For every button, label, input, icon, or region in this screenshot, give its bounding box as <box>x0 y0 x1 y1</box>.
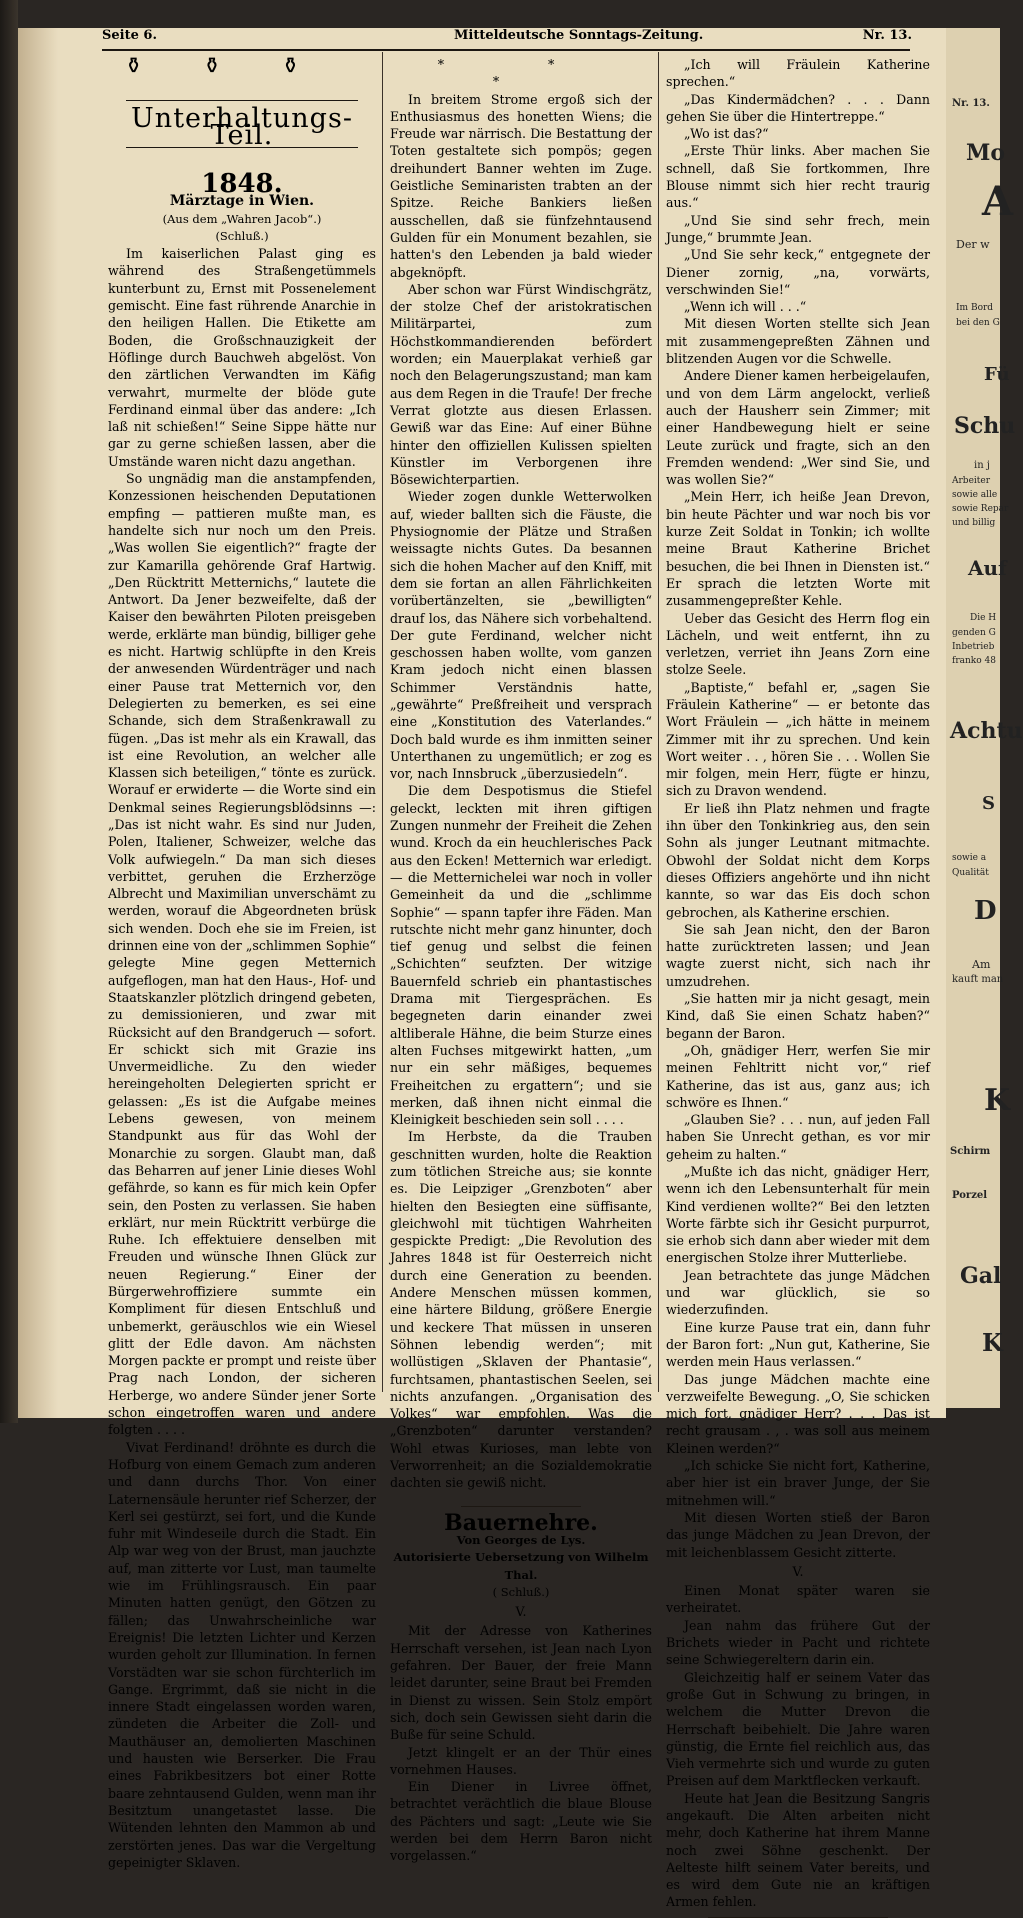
paragraph: „Und Sie sehr keck,“ entgegnete der Diener zornig, „na, vorwärts, verschwinden Sie!“ <box>666 247 930 297</box>
article-subtitle: Märztage in Wien. <box>169 193 315 210</box>
chapter-number: V. <box>792 1563 804 1579</box>
paragraph: „Ich schicke Sie nicht fort, Katherine, aber hier ist ein braver Junge, der Sie mitnehmen will.“ <box>666 1458 930 1508</box>
adjacent-page-text: bei den G <box>956 318 1000 328</box>
paragraph: Das junge Mädchen machte eine verzweifelte Bewegung. „O, Sie schicken mich fort, gnädiger Herr? . . . Das ist recht grausam . , . was soll aus meinem Kleinen werden?“ <box>666 1371 930 1456</box>
adjacent-page-text: sowie a <box>952 853 987 863</box>
article-title: 1848. <box>201 169 283 199</box>
header-rule <box>102 49 910 51</box>
paragraph: Im kaiserlichen Palast ging es während des Straßengetümmels kunterbunt zu, Ernst mit Possenelement gemischt. Eine fast rührende Anarchie in den heiligen Hallen. Die Etikette am Boden, die Großschnauzigkeit der Höflinge durch Bauchweh abgelöst. Von den zärtlichen Verwandten im Käfig verwahrt, murmelte der blöde gute Ferdinand einmal über das andere: „Ich laß nit schießen!“ Seine Sippe hätte nur gar zu gerne schießen lassen, aber die Umstände waren nicht dazu angethan. <box>108 246 376 469</box>
paragraph: „Glauben Sie? . . . nun, auf jeden Fall haben Sie Unrecht gethan, es vor mir geheim zu halten.“ <box>666 1112 930 1162</box>
paragraph: Mit der Adresse von Katherines Herrschaft versehen, ist Jean nach Lyon gefahren. Der Bauer, der freie Mann leidet darunter, seine Braut bei Fremden in Dienst zu wissen. Sein Stolz empört sich, doch sein Gewissen sieht darin die Buße für seine Schuld. <box>390 1623 652 1743</box>
adjacent-page-text: Auf <box>968 556 1007 580</box>
article-source: (Aus dem „Wahren Jacob“.) <box>162 211 322 226</box>
page-number: Seite 6. <box>102 28 157 43</box>
section-banner <box>108 56 376 174</box>
adjacent-page-text: in j <box>974 460 990 471</box>
paragraph: „Oh, gnädiger Herr, werfen Sie mir meinen Fehltritt nicht vor,“ rief Katherine, das ist aus, ganz aus; ich schwöre es Ihnen.“ <box>666 1042 930 1110</box>
adjacent-page-text: Gal <box>960 1263 1002 1289</box>
adjacent-page-text: und billig <box>952 518 996 528</box>
adjacent-page-text: K <box>984 1083 1011 1118</box>
paragraph: Einen Monat später waren sie verheiratet. <box>666 1583 930 1616</box>
paragraph: „Mußte ich das nicht, gnädiger Herr, wenn ich den Lebensunterhalt für mein Kind verdienen wollte?“ Bei den letzten Worte färbte sich ihr Gesicht purpurrot, sie erhob sich dann aber wieder mit dem energischen Stolze ihrer Mutterliebe. <box>666 1164 930 1266</box>
adjacent-page-text: sowie Repar <box>952 504 1009 514</box>
paragraph: Mit diesen Worten stieß der Baron das junge Mädchen zu Jean Drevon, der mit leichenblassem Gesicht zitterte. <box>666 1509 930 1560</box>
paragraph: Wieder zogen dunkle Wetterwolken auf, wieder ballten sich die Fäuste, die Physiognomie der Plätze und Straßen weissagte nichts Gutes. Da besannen sich die hohen Macher auf den Kniff, mit dem sie fortan an allen Fährlichkeiten vorübertänzelten, sie „bewilligten“ drauf los, das Nähere sich vorbehaltend. Der gute Ferdinand, welcher nicht geschossen haben wollte, vom ganzen Kram jedoch nicht einen blassen Schimmer Verständnis hatte, „gewährte“ Preßfreiheit und versprach eine „Konstitution des Vaterlandes.“ Doch bald wurde es ihm inmitten seiner Unterthanen zu ungemütlich; er zog es vor, nach Innsbruck „überzusiedeln“. <box>390 489 652 782</box>
newspaper-title: Mitteldeutsche Sonntags-Zeitung. <box>454 28 704 43</box>
paragraph: Vivat Ferdinand! dröhnte es durch die Hofburg von einem Gemach zum anderen und dann durchs Thor. Von einer Laternensäule herunter rief Scherzer, der Kerl sei gestürzt, sei fort, und die Kunde fuhr mit Windeseile durch die Stadt. Ein Alp war weg von der Brust, man jauchzte auf, man zitterte vor Lust, man taumelte wie im Frühlingsrausch. Ein paar Minuten hatten genügt, den Götzen zu fällen; das Unwahrscheinliche war Ereignis! Die letzten Lichter und Kerzen wurden geholt zur Illumination. In fernen Vorstädten war sie schon fürchterlich im Gange. Ergrimmt, daß sie nicht in die innere Stadt eingelassen worden waren, zündeten die Arbeiter die Zoll- und Mauthäuser an, demolierten Maschinen und hausten wie Berserker. Die Frau eines Fabrikbesitzers bot einer Rotte baare zehntausend Gulden, wenn man ihr Besitztum unangetastet lasse. Die Wütenden lehnten den Mammon ab und zerstörten jenes. Das war die Vergeltung gepeinigter Sklaven. <box>108 1439 376 1870</box>
paragraph: Im Herbste, da die Trauben geschnitten wurden, holte die Reaktion zum tötlichen Streiche aus; sie konnte es. Die Leipziger „Grenzboten“ aber hielten den Besiegten eine süffisante, gleichwohl mit tüchtigen Wahrheiten gespickte Predigt: „Die Revolution des Jahres 1848 ist für Oesterreich nicht durch eine Generation zu beenden. Andere Menschen müssen kommen, eine härtere Bildung, größere Energie und keckere That müssen in unseren Söhnen lebendig werden“; mit wollüstigen „Sklaven der Phantasie“, furchtsamen, phantastischen Seelen, sei nichts anzufangen. „Organisation des Volkes“ war empfohlen. Was die „Grenzboten“ darunter verstanden? Wohl etwas Kurioses, man lebte von Verworrenheit; an die Sozialdemokratie dachten sie gewiß nicht. <box>390 1129 652 1491</box>
paragraph: Aber schon war Fürst Windischgrätz, der stolze Chef der aristokratischen Militärpartei, zum Höchstkommandierenden befördert worden; ein Mauerplakat verhieß gar noch den Belagerungszustand; man kam aus dem Regen in die Traufe! Der freche Verrat glotzte aus diesen Erlassen. Gewiß war das Eine: Auf einer Bühne hinter den offiziellen Kulissen spielten Künstler im Verborgenen ihre Bösewichterpartien. <box>390 281 652 488</box>
adjacent-page-text: Im Bord <box>956 303 994 313</box>
adjacent-page-text: D <box>974 896 997 926</box>
column-1 <box>108 56 376 1871</box>
section-title: Unterhaltungs-Teil. <box>131 103 353 152</box>
adjacent-page <box>946 28 1023 1408</box>
paragraph: Andere Diener kamen herbeigelaufen, und von dem Lärm angelockt, verließ auch der Hausherr sein Zimmer; mit einer Handbewegung hielt er seine Leute zurück und fragte, sich an den Fremden wendend: „Wer sind Sie, und was wollen Sie?“ <box>666 368 930 488</box>
paragraph: „Wenn ich will . . .“ <box>684 299 807 315</box>
paragraph: „Baptiste,“ befahl er, „sagen Sie Fräulein Katherine“ — er betonte das Wort Fräulein — „ich hätte in meinem Zimmer mit ihr zu sprechen. Und kein Wort weiter . . , hören Sie . . . Wollen Sie mir folgen, mein Herr, fügte er hinzu, sich zu Dravon wendend. <box>666 679 930 799</box>
adjacent-page-text: Schu <box>954 413 1016 439</box>
column-divider-1 <box>382 52 383 1392</box>
adjacent-page-text: kauft man <box>952 974 1004 985</box>
adjacent-page-text: Arbeiter <box>952 476 991 486</box>
paragraph: Ein Diener in Livree öffnet, betrachtet verächtlich die blaue Blouse des Pächters und sagt: „Leute wie Sie werden bei dem Herrn Baron nicht vorgelassen.“ <box>390 1779 652 1864</box>
adjacent-page-text: genden G <box>952 628 996 638</box>
adjacent-page-text: Porzel <box>952 1190 988 1201</box>
adjacent-page-text: franko 48 <box>952 656 996 666</box>
adjacent-page-text: Die H <box>970 613 997 623</box>
column-3 <box>666 56 930 1918</box>
story-translation: Autorisierte Uebersetzung von Wilhelm Thal. <box>393 1550 649 1582</box>
paragraph: Die dem Despotismus die Stiefel geleckt, leckten mit ihren giftigen Zungen nunmehr der Freiheit die Zehen wund. Kroch da ein heuchlerisches Pack aus den Ecken! Metternich war erledigt. — die Metternichelei war noch in voller Gemeinheit da und die „schlimme Sophie“ — spann tapfer ihre Fäden. Man rutschte nicht mehr ganz hinunter, doch tief genug und selbst die feinen „Schichten“ seufzten. Der witzige Bauernfeld schrieb ein phantastisches Drama mit Tiergesprächen. Es begegneten darin einander zwei altliberale Hähne, die beim Sturze eines alten Fuchses mitgewirkt hatten, „um nur ein sehr mäßiges, bequemes Freiheitchen zu ergattern“; und sie merken, daß ihnen nicht einmal die Kleinigkeit beschieden sein soll . . . . <box>390 783 652 1128</box>
paragraph: „Erste Thür links. Aber machen Sie schnell, daß Sie fortkommen, Ihre Blouse nimmt sich hier recht traurig aus.“ <box>666 143 930 211</box>
paragraph: So ungnädig man die anstampfenden, Konzessionen heischenden Deputationen empfing — pattieren mußte man, es handelte sich nur noch um den Preis. „Was wollen Sie eigentlich?“ fragte der zur Kamarilla gehörende Graf Hartwig. „Den Rücktritt Metternichs,“ lautete die Antwort. Da Jener bezweifelte, daß der Kaiser den bewährten Piloten preisgeben werde, erklärte man bündig, billiger gehe es nicht. Hartwig schlüpfte in den Kreis der anwesenden Würdenträger und nach einer Pause trat Metternich vor, den Delegierten zu bemerken, es sei eine Schande, sich dem Straßenkrawall zu fügen. „Das ist mehr als ein Krawall, das ist eine Revolution, an welcher alle Klassen sich beteiligen,“ tönte es zurück. Worauf er erwiderte — die Worte sind ein Denkmal seines Regierungsblödsinns —: „Das ist nicht wahr. Es sind nur Juden, Polen, Italiener, Schweizer, welche das Volk aufwiegeln.“ Da man sich dieses verbittet, geruhen die Erzherzöge Albrecht und Maximilian unverschämt zu werden, worauf die Abgeordneten brüsk sich wenden. Doch ehe sie im Freien, ist drinnen eine von der „schlimmen Sophie“ gelegte Mine gegen Metternich aufgeflogen, man hat den Haus-, Hof- und Staatskanzler plötzlich dringend gebeten, zu demissionieren, und zwar mit Rücksicht auf den Brandgeruch — sofort. Er schickt sich mit Grazie ins Unvermeidliche. Zu den wieder hereingeholten Delegierten spricht er gelassen: „Es ist die Aufgabe meines Lebens gewesen, von meinem Standpunkt aus für das Wohl der Monarchie zu sorgen. Glaubt man, daß das Beharren auf jener Linie dieses Wohl gefährde, so kann es für mich kein Opfer sein, den Posten zu verlassen. Sie haben erklärt, nur mein Rücktritt verbürge die Ruhe. Ich effektuiere denselben mit Freuden und wünsche Ihnen Glück zur neuen Regierung.“ Einer der Bürgerwehroffiziere summte ein Kompliment für diesen Entschluß und unbemerkt, geräuschlos wie ein Wiesel glitt der Edle davon. Am nächsten Morgen packte er prompt und reiste über Prag nach London, der sicheren Herberge, wo andere Sünder jener Sorte schon eingetroffen waren und andere folgten . . . . <box>108 471 376 1438</box>
book-spine <box>0 0 18 1423</box>
paragraph: „Ich will Fräulein Katherine sprechen.“ <box>666 57 930 90</box>
paragraph: Sie sah Jean nicht, den der Baron hatte zurücktreten lassen; und Jean wagte zuerst nicht, sich nach ihr umzudrehen. <box>666 921 930 989</box>
article-conclusion-note: (Schluß.) <box>215 228 269 243</box>
adjacent-page-text: Am <box>972 958 991 971</box>
page-edge-stain <box>18 28 58 1418</box>
adjacent-page-text: K <box>982 1328 1003 1357</box>
paragraph: Mit diesen Worten stellte sich Jean mit zusammengepreßten Zähnen und blitzenden Augen vor die Schwelle. <box>666 316 930 367</box>
paragraph: Heute hat Jean die Besitzung Sangris angekauft. Die Alten arbeiten nicht mehr, doch Katherine hat ihrem Manne noch zwei Söhne geschenkt. Der Aelteste hilft seinem Vater bereits, und es wird dem Gute nie an kräftigen Armen fehlen. <box>666 1790 930 1910</box>
adjacent-page-text: sowie alle <box>952 490 998 500</box>
adjacent-page-text: Schirm <box>950 1146 991 1157</box>
adjacent-page-text: Qualität <box>952 868 989 878</box>
chapter-number: V. <box>515 1604 527 1620</box>
paragraph: Ueber das Gesicht des Herrn flog ein Lächeln, und weit entfernt, ihn zu verletzen, verriet ihn Jeans Zorn eine stolze Seele. <box>666 610 930 678</box>
paragraph: Jean betrachtete das junge Mädchen und war glücklich, sie so wiederzufinden. <box>666 1267 930 1318</box>
adjacent-page-text: Fü <box>984 364 1010 385</box>
paragraph: Jean nahm das frühere Gut der Brichets wieder in Pacht und richtete seine Schwiegereltern darin ein. <box>666 1617 930 1668</box>
story-author: Von Georges de Lys. <box>456 1532 586 1547</box>
issue-number: Nr. 13. <box>862 28 912 43</box>
section-rule <box>461 1506 581 1507</box>
paragraph: Er ließ ihn Platz nehmen und fragte ihn über den Tonkinkrieg aus, den sein Sohn als junger Leutnant mitmachte. Obwohl der Soldat nicht dem Korps dieses Offiziers angehörte und ihn nicht kannte, so war das Eis doch schon gebrochen, als Katherine erschien. <box>666 800 930 920</box>
adjacent-page-text: Mo <box>966 140 1006 166</box>
paragraph: „Wo ist das?“ <box>684 126 769 142</box>
paragraph: „Sie hatten mir ja nicht gesagt, mein Kind, daß Sie einen Schatz haben?“ begann der Baron. <box>666 991 930 1041</box>
ornament-lamps-icon: ⚱⚱⚱ <box>124 54 360 79</box>
separator-stars: * * * <box>437 57 605 90</box>
paragraph: Jetzt klingelt er an der Thür eines vornehmen Hauses. <box>390 1744 652 1777</box>
paragraph: „Mein Herr, ich heiße Jean Drevon, bin heute Pächter und war noch bis vor kurze Zeit Soldat in Tonkin; ich wollte meine Braut Katherine Brichet besuchen, die bei Ihnen in Diensten ist.“ Er sprach die letzten Worte mit zusammengepreßter Kehle. <box>666 489 930 609</box>
paragraph: „Das Kindermädchen? . . . Dann gehen Sie über die Hintertreppe.“ <box>666 91 930 124</box>
adjacent-page-text: S <box>982 793 995 814</box>
page-header <box>102 28 912 48</box>
story-conclusion-note: ( Schluß.) <box>492 1584 550 1599</box>
column-2 <box>390 56 652 1865</box>
paragraph: In breitem Strome ergoß sich der Enthusiasmus des honetten Wiens; die Freude war närrisch. Die Bestattung der Toten gestaltete sich pompös; gegen dreihundert Banner wehten im Zuge. Geistliche Seminaristen trabten an der Spitze. Reiche Bankiers ließen ausschellen, daß sie fünfzehntausend Gulden für ein Monument bezahlen, sie hatten's den Lebenden ja bald wieder abgeknöpft. <box>390 91 652 280</box>
paragraph: Eine kurze Pause trat ein, dann fuhr der Baron fort: „Nun gut, Katherine, Sie werden mein Haus verlassen.“ <box>666 1319 930 1370</box>
paragraph: „Und Sie sind sehr frech, mein Junge,“ brummte Jean. <box>666 212 930 245</box>
paragraph: Gleichzeitig half er seinem Vater das große Gut in Schwung zu bringen, in welchem die Mutter Drevon die Herrschaft beibehielt. Die Jahre waren günstig, die Ernte fiel reichlich aus, das Vieh vermehrte sich und wurde zu guten Preisen auf dem Marktflecken verkauft. <box>666 1669 930 1789</box>
adjacent-page-text: Inbetrieb <box>952 642 995 652</box>
adjacent-page-text: Nr. 13. <box>952 98 990 109</box>
adjacent-page-text: A <box>982 178 1014 225</box>
adjacent-page-text: Der w <box>956 238 990 251</box>
adjacent-page-text: Achtu <box>950 718 1023 744</box>
column-divider-2 <box>658 52 659 1392</box>
story-title: Bauernehre. <box>444 1509 598 1536</box>
